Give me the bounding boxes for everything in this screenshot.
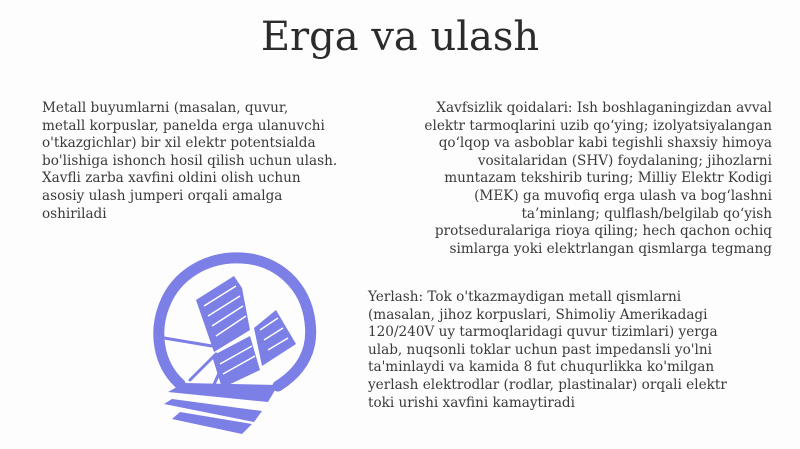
safety-rules-paragraph: Xavfsizlik qoidalari: Ish boshlaganingizdan avval elektr tarmoqlarini uzib qo‘ying; izolyatsiyalangan qo‘lqop va asboblar kabi tegishli shaxsiy himoya vositalaridan (SHV) foydalaning; jihozlarni muntazam tekshirib turing; Milliy Elektr Kodigi (MEK) ga muvofiq erga ulash va bog‘lashni ta’minlang; qulflash/belgilab qo‘yish protseduralariga rioya qiling; hech qachon ochiq simlarga yoki elektrlangan qismlarga tegmang [424,100,772,257]
bonding-paragraph: Metall buyumlarni (masalan, quvur, metall korpuslar, panelda erga ulanuvchi o'tkazgichlar) bir xil elektr potentsialda bo'lishiga ishonch hosil qilish uchun ulash. Xavfli zarba xavfini oldini olish uchun asosiy ulash jumperi orqali amalga oshiriladi [42,100,338,222]
lightbulb-book-icon [150,246,320,442]
slide-title: Erga va ulash [260,14,540,60]
grounding-paragraph: Yerlash: Tok o'tkazmaydigan metall qismlarni (masalan, jihoz korpuslari, Shimoliy Amerikadagi 120/240V uy tarmoqlaridagi quvur tizimlari) yerga ulab, nuqsonli toklar uchun past impedansli yo'lni ta'minlaydi va kamida 8 fut chuqurlikka ko'milgan yerlash elektrodlar (rodlar, plastinalar) orqali elektr toki urishi xavfini kamaytiradi [368,289,727,411]
